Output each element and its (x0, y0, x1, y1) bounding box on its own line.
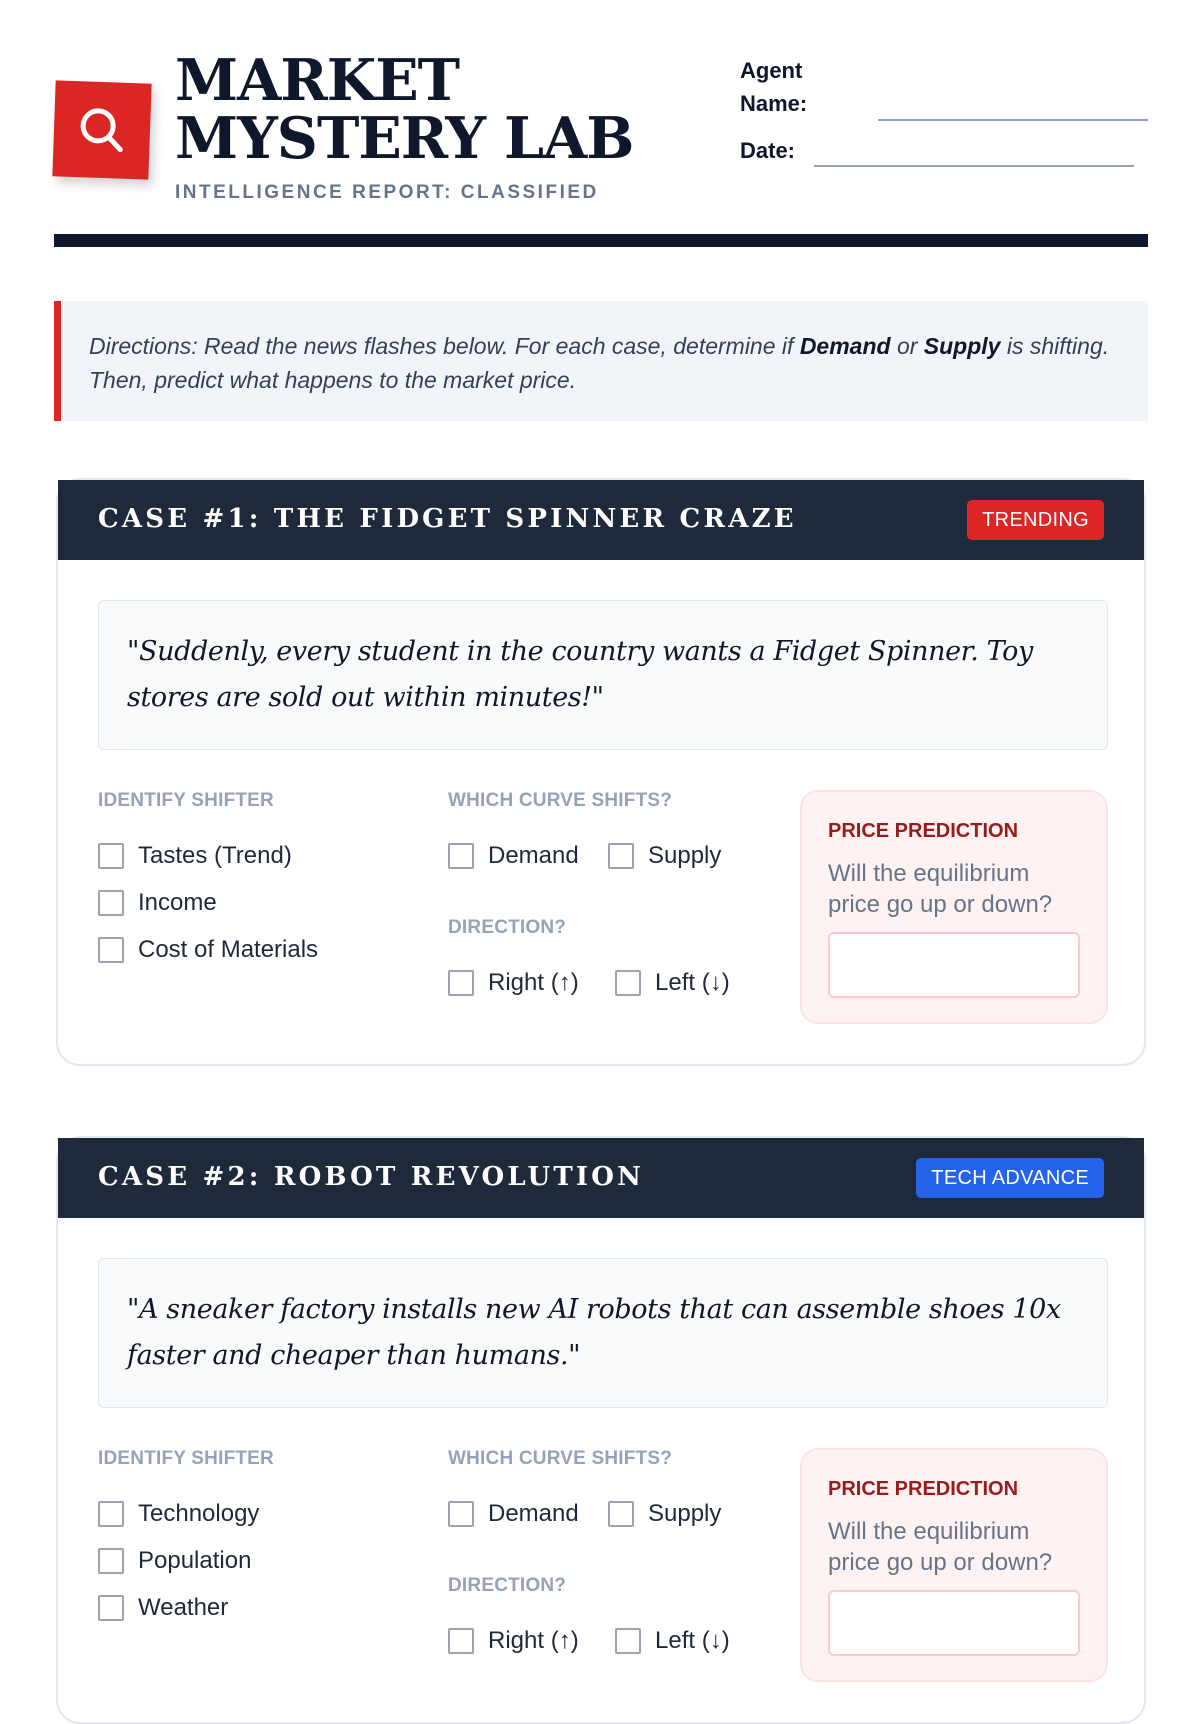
option-label: Supply (648, 842, 722, 869)
checkbox[interactable] (615, 970, 641, 996)
curve-label: WHICH CURVE SHIFTS? (448, 1448, 673, 1469)
curve-option-supply[interactable] (608, 841, 721, 871)
checkbox[interactable] (608, 1501, 634, 1527)
case-tag: TRENDING (967, 500, 1104, 540)
page-title: MARKET MYSTERY LAB (175, 47, 634, 172)
option-label: Tastes (Trend) (138, 842, 292, 869)
prediction-title: PRICE PREDICTION (828, 820, 1019, 842)
option-label: Population (138, 1547, 252, 1574)
price-prediction-box (800, 790, 1108, 1024)
agent-name-field[interactable] (878, 119, 1148, 121)
checkbox[interactable] (448, 1501, 474, 1527)
option-label: Cost of Materials (138, 936, 319, 963)
case-card (56, 1136, 1146, 1724)
news-quote: "A sneaker factory installs new AI robots that can assemble shoes 10x faster and cheaper than humans." (98, 1258, 1108, 1408)
shifter-label: IDENTIFY SHIFTER (98, 1448, 274, 1469)
option-label: Left (↓) (655, 1627, 730, 1654)
checkbox[interactable] (98, 1501, 124, 1527)
directions-text-1: Directions: Read the news flashes below. For each case, determine if (89, 333, 800, 359)
date-label: Date: (740, 138, 796, 163)
checkbox[interactable] (98, 937, 124, 963)
search-icon (76, 104, 128, 156)
shifter-option[interactable] (98, 935, 318, 965)
option-label: Right (↑) (488, 969, 579, 996)
shifter-option[interactable] (98, 888, 217, 918)
case-header (58, 480, 1144, 560)
curve-label: WHICH CURVE SHIFTS? (448, 790, 673, 811)
prediction-question: Will the equilibrium price go up or down? (828, 1518, 1053, 1576)
prediction-input[interactable] (828, 932, 1080, 998)
option-label: Demand (488, 842, 579, 869)
directions-supply: Supply (923, 333, 1001, 359)
news-quote: "Suddenly, every student in the country wants a Fidget Spinner. Toy stores are sold out within minutes!" (98, 600, 1108, 750)
curve-option-demand[interactable] (448, 1499, 579, 1529)
case-header (58, 1138, 1144, 1218)
date-field[interactable] (814, 165, 1134, 167)
price-prediction-box (800, 1448, 1108, 1682)
case-title: CASE #1: THE FIDGET SPINNER CRAZE (98, 504, 797, 534)
option-label: Right (↑) (488, 1627, 579, 1654)
shifter-option[interactable] (98, 1546, 251, 1576)
option-label: Weather (138, 1594, 229, 1621)
checkbox[interactable] (615, 1628, 641, 1654)
checkbox[interactable] (448, 970, 474, 996)
option-label: Demand (488, 1500, 579, 1527)
shifter-option[interactable] (98, 841, 292, 871)
checkbox[interactable] (448, 843, 474, 869)
option-label: Income (138, 889, 217, 916)
checkbox[interactable] (98, 1595, 124, 1621)
case-card (56, 478, 1146, 1066)
prediction-title: PRICE PREDICTION (828, 1478, 1019, 1500)
direction-label: DIRECTION? (448, 1575, 567, 1596)
curve-option-supply[interactable] (608, 1499, 721, 1529)
direction-option-right[interactable] (448, 1626, 579, 1656)
logo (52, 80, 151, 179)
prediction-input[interactable] (828, 1590, 1080, 1656)
directions-box (54, 301, 1148, 421)
header-divider (54, 234, 1148, 247)
direction-option-right[interactable] (448, 968, 579, 998)
option-label: Supply (648, 1500, 722, 1527)
direction-option-left[interactable] (615, 968, 730, 998)
direction-option-left[interactable] (615, 1626, 730, 1656)
direction-label: DIRECTION? (448, 917, 567, 938)
checkbox[interactable] (98, 1548, 124, 1574)
prediction-question: Will the equilibrium price go up or down? (828, 860, 1053, 918)
checkbox[interactable] (98, 890, 124, 916)
case-tag: TECH ADVANCE (916, 1158, 1104, 1198)
shifter-option[interactable] (98, 1499, 259, 1529)
case-title: CASE #2: ROBOT REVOLUTION (98, 1162, 645, 1192)
option-label: Left (↓) (655, 969, 730, 996)
page-subtitle: INTELLIGENCE REPORT: CLASSIFIED (175, 182, 599, 203)
shifter-label: IDENTIFY SHIFTER (98, 790, 274, 811)
directions-text-2: is shifting. Then, predict what happens to the market price. (89, 333, 1110, 393)
checkbox[interactable] (608, 843, 634, 869)
shifter-option[interactable] (98, 1593, 228, 1623)
directions-or: or (890, 333, 924, 359)
agent-name-label: Agent Name: (740, 58, 808, 116)
checkbox[interactable] (448, 1628, 474, 1654)
directions-demand: Demand (799, 333, 891, 359)
checkbox[interactable] (98, 843, 124, 869)
option-label: Technology (138, 1500, 260, 1527)
curve-option-demand[interactable] (448, 841, 579, 871)
